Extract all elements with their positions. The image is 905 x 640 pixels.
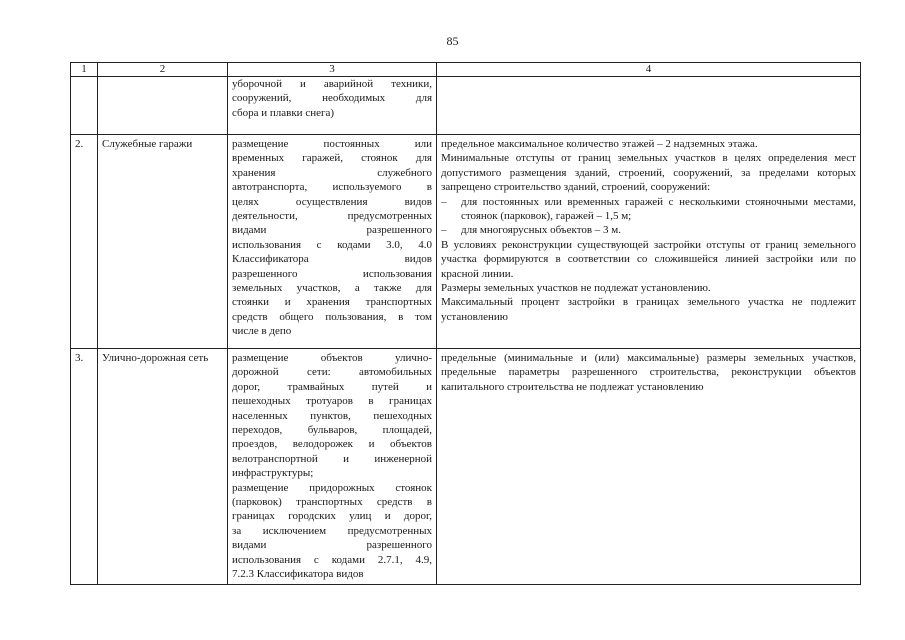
use-name: Служебные гаражи (98, 135, 228, 349)
description-line: видами разрешенного (232, 224, 432, 237)
description-line: границах городских улиц и дорог, (232, 510, 432, 523)
description-line: временных гаражей, стоянок для (232, 152, 432, 165)
dash-marker: – (441, 195, 447, 208)
description-line: размещение постоянных или (232, 138, 432, 150)
description-line: (парковок) транспортных средств в (232, 496, 432, 509)
row-number: 2. (71, 135, 98, 349)
parameter-paragraph: В условиях реконструкции существующей застройки отступы от границ земельного участка формируются в соответствии со сложившейся линией застройки или по красной линии. (441, 238, 856, 280)
use-description (228, 349, 437, 585)
parameter-paragraph: Размеры земельных участков не подлежат установлению. (441, 282, 711, 295)
use-name (98, 77, 228, 135)
description-line: разрешенного использования (232, 267, 432, 280)
description-line: использования с кодами 2.7.1, 4.9, (232, 553, 432, 566)
description-line: числе в депо (232, 325, 292, 338)
table-row (71, 135, 861, 349)
description-line: проездов, велодорожек и объектов (232, 438, 432, 451)
description-line: деятельности, предусмотренных (232, 210, 432, 223)
description-line: уборочной и аварийной техники, (232, 78, 432, 90)
header-cell-1: 1 (71, 63, 98, 77)
description-line: земельных участков, а также для (232, 282, 432, 295)
parameter-list-item (441, 223, 856, 237)
use-parameters (437, 135, 861, 349)
header-cell-3: 3 (228, 63, 437, 77)
use-parameters (437, 77, 861, 135)
description-line: за исключением предусмотренных (232, 524, 432, 537)
description-line: 7.2.3 Классификатора видов (232, 568, 364, 581)
header-cell-4: 4 (437, 63, 861, 77)
header-cell-2: 2 (98, 63, 228, 77)
dash-marker: – (441, 224, 447, 237)
parameter-paragraph: предельное максимальное количество этажей – 2 надземных этажа. (441, 138, 758, 150)
description-line: сбора и плавки снега) (232, 106, 335, 119)
parameter-list-item (441, 195, 856, 224)
table-header-row (71, 63, 861, 77)
description-line: дорог, трамвайных путей и (232, 380, 432, 393)
page-number: 85 (446, 34, 459, 48)
description-line: населенных пунктов, пешеходных (232, 409, 432, 422)
description-line: инфраструктуры; (232, 467, 314, 480)
regulation-table (70, 62, 861, 585)
description-line: велотранспортной и инженерной (232, 452, 432, 465)
description-line: Классификатора видов (232, 253, 432, 266)
description-line: видами разрешенного (232, 539, 432, 552)
description-line: переходов, бульваров, площадей, (232, 424, 432, 437)
use-description (228, 77, 437, 135)
use-description (228, 135, 437, 349)
table-row (71, 77, 861, 135)
description-line: использования с кодами 3.0, 4.0 (232, 238, 432, 251)
description-line: дорожной сети: автомобильных (232, 366, 432, 379)
parameter-list-text: для многоярусных объектов – 3 м. (461, 224, 622, 237)
description-line: стоянки и хранения транспортных (232, 296, 432, 309)
use-name: Улично-дорожная сеть (98, 349, 228, 585)
description-line: размещение объектов улично- (232, 352, 432, 364)
use-parameters (437, 349, 861, 585)
parameter-paragraph: Минимальные отступы от границ земельных участков в целях определения мест допустимого размещения зданий, строений, сооружений, за пределами которых запрещено строительство зданий, строений, сооружений: (441, 152, 856, 194)
parameter-list-text: для постоянных или временных гаражей с несколькими стояночными местами, стоянок (парковок), гаражей – 1,5 м; (461, 195, 856, 223)
row-number: 3. (71, 349, 98, 585)
description-line: размещение придорожных стоянок (232, 481, 432, 494)
description-line: хранения служебного (232, 166, 432, 179)
description-line: автотранспорта, используемого в (232, 181, 432, 194)
description-line: сооружений, необходимых для (232, 92, 432, 105)
description-line: пешеходных тротуаров в границах (232, 395, 432, 408)
description-line: средств общего пользования, в том (232, 310, 432, 323)
table-row (71, 349, 861, 585)
description-line: целях осуществления видов (232, 195, 432, 208)
parameter-paragraph: предельные (минимальные и (или) максимальные) размеры земельных участков, предельные параметры разрешенного строительства, реконструкции объектов капитального строительства не подлежат установлению (441, 352, 856, 393)
parameter-paragraph: Максимальный процент застройки в границах земельного участка не подлежит установлению (441, 296, 856, 323)
row-number (71, 77, 98, 135)
